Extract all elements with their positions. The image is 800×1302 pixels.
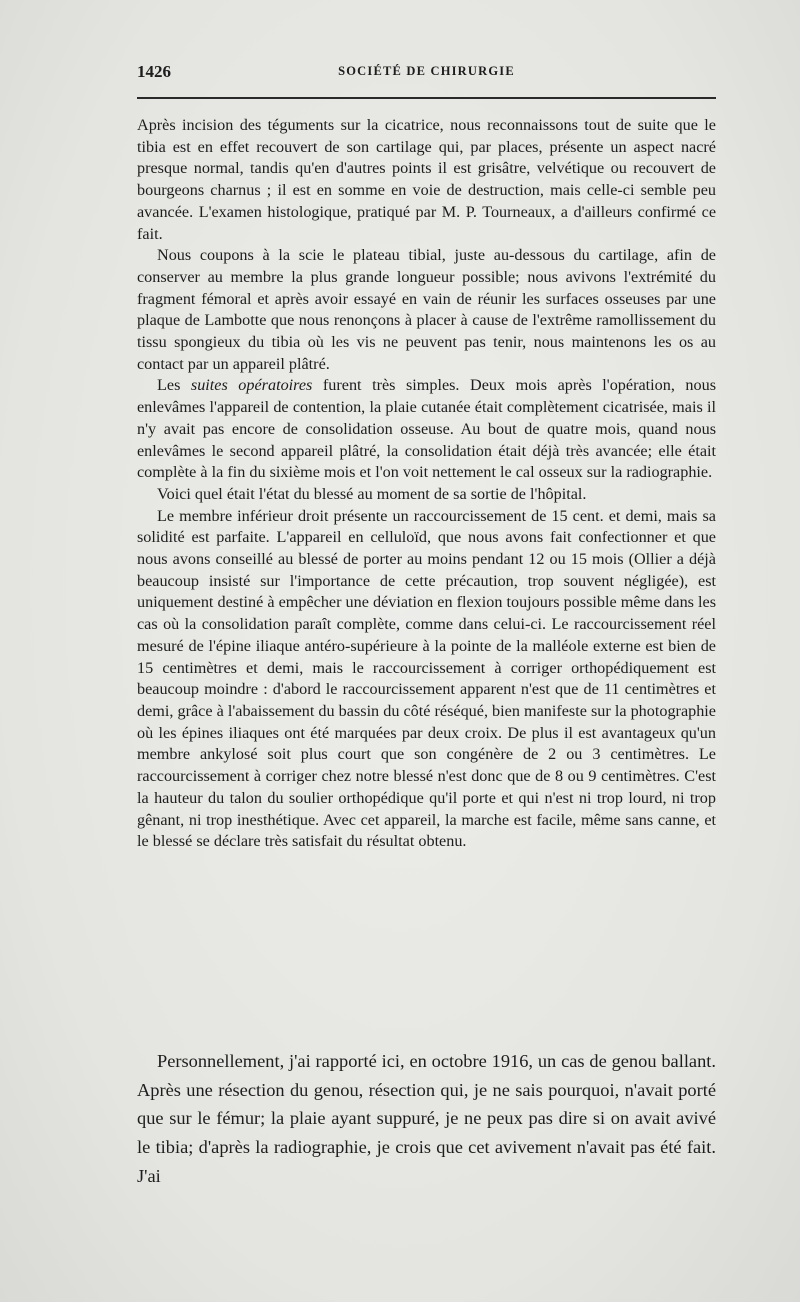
paragraph-incision: Après incision des téguments sur la cicatrice, nous reconnaissons tout de suite que le tibia est en effet recouvert de son cartilage qui, par places, présente un aspect nacré presque normal, tandis qu'en d'autres points il est grisâtre, velvétique ou recouvert de bourgeons charnus ; il est en somme en voie de destruction, mais celle-ci semble peu avancée. L'examen histologique, pratiqué par M. P. Tourneaux, a d'ailleurs confirmé ce fait. [137, 116, 716, 243]
running-head [137, 62, 716, 86]
journal-title: SOCIÉTÉ DE CHIRURGIE [338, 64, 515, 78]
suites-italic-term: suites opératoires [190, 376, 313, 395]
suites-rest: furent très simples. Deux mois après l'opération, nous enlevâmes l'appareil de contention, la plaie cutanée était complètement cicatrisée, mais il n'y avait pas encore de consolidation osseuse. Au bout de quatre mois, quand nous enlevâmes le second appareil plâtré, la consolidation était déjà très avancée; elle était complète à la fin du sixième mois et l'on voit nettement le cal osseux sur la radiographie. [137, 376, 716, 482]
commentary-body [137, 1047, 716, 1191]
paragraph-sortie: Voici quel était l'état du blessé au moment de sa sortie de l'hôpital. [157, 484, 587, 503]
paragraph-personnellement: Personnellement, j'ai rapporté ici, en octobre 1916, un cas de genou ballant. Après une résection du genou, résection qui, je ne sais pourquoi, n'avait porté que sur le fémur; la plaie ayant suppuré, je ne peux pas dire si on avait avivé le tibia; d'après la radiographie, je crois que cet avivement n'avait pas été fait. J'ai [137, 1051, 716, 1186]
suites-lead: Les [157, 376, 191, 395]
paragraph-resection: Nous coupons à la scie le plateau tibial, juste au-dessous du cartilage, afin de conserver au membre la plus grande longueur possible; nous avivons l'extrémité du fragment fémoral et après avoir essayé en vain de réunir les surfaces osseuses par une plaque de Lambotte que nous renonçons à placer à cause de l'extrême ramollissement du tissu spongieux du tibia où les vis ne peuvent pas tenir, nous maintenons les os au contact par un appareil plâtré. [137, 246, 716, 373]
header-rule [137, 97, 716, 99]
paragraph-membre: Le membre inférieur droit présente un raccourcissement de 15 cent. et demi, mais sa solidité est parfaite. L'appareil en celluloïd, que nous avons fait confectionner et que nous avons conseillé au blessé de porter au moins pendant 12 ou 15 mois (Ollier a déjà beaucoup insisté sur l'importance de cette précaution, trop souvent négligée), est uniquement destiné à empêcher une déviation en flexion toujours possible même dans les cas où la consolidation paraît complète, comme dans celui-ci. Le raccourcissement réel mesuré de l'épine iliaque antéro-supérieure à la pointe de la malléole externe est bien de 15 centimètres et demi, mais le raccourcissement à corriger orthopédiquement est beaucoup moindre : d'abord le raccourcissement apparent n'est que de 11 centimètres et demi, grâce à l'abaissement du bassin du côté réséqué, bien manifeste sur la photographie où les épines iliaques ont été marquées par deux croix. De plus il est avantageux qu'un membre ankylosé soit plus court que son congénère de 2 ou 3 centimètres. Le raccourcissement à corriger chez notre blessé n'est donc que de 8 ou 9 centimètres. C'est la hauteur du talon du soulier orthopédique qu'il porte et qui n'est ni trop lourd, ni trop gênant, ni trop inesthétique. Avec cet appareil, la marche est facile, même sans canne, et le blessé se déclare très satisfait du résultat obtenu. [137, 506, 716, 851]
paragraph-suites [137, 375, 716, 484]
page-number: 1426 [137, 62, 171, 81]
case-report-body [137, 115, 716, 853]
